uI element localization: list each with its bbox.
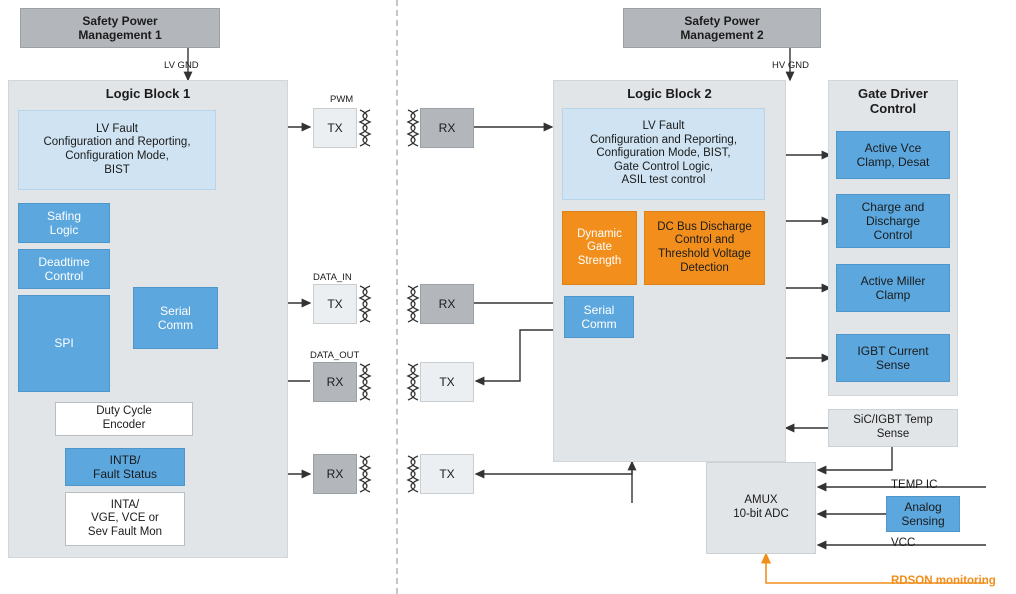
dcbus-l1: DC Bus Discharge (657, 220, 752, 233)
active-vce-clamp-block[interactable] (836, 131, 950, 179)
tx-mid-label: TX (439, 374, 455, 389)
charge-discharge-control-block[interactable] (836, 194, 950, 248)
dgs-l3: Strength (577, 254, 622, 267)
safety-power-management-2 (623, 8, 821, 48)
tx-bottom-label: TX (439, 466, 455, 481)
sic-igbt-temp-sense-block[interactable] (828, 409, 958, 447)
igbt-current-sense-block[interactable] (836, 334, 950, 382)
lv-fault-2-l4: Gate Control Logic, (613, 160, 714, 173)
tx-bottom-port[interactable] (420, 454, 474, 494)
spm1-line1: Safety Power (82, 13, 158, 28)
duty-cycle-l2: Encoder (102, 419, 146, 431)
lv-fault-1-l1: LV Fault (96, 122, 138, 135)
intb-l2: Fault Status (92, 467, 158, 481)
tx-pwm-label: TX (327, 120, 343, 135)
data-in-label: DATA_IN (313, 272, 352, 283)
rx-data-out-label: RX (326, 374, 344, 389)
rx-top-port[interactable] (420, 108, 474, 148)
logic-block-2-title: Logic Block 2 (627, 86, 712, 101)
lv-fault-1-l2: Configuration and Reporting, (43, 136, 191, 149)
amux-l2: 10-bit ADC (733, 508, 789, 520)
rx-fault-port[interactable] (313, 454, 357, 494)
serial-comm-1-block[interactable] (133, 287, 218, 349)
dcbus-l2: Control and (674, 234, 735, 247)
duty-cycle-l1: Duty Cycle (96, 405, 152, 418)
active-miller-clamp-block[interactable] (836, 264, 950, 312)
serial-comm-2-l2: Comm (581, 317, 617, 331)
hv-gnd-label: HV GND (772, 60, 809, 71)
lv-fault-1-l3: Configuration Mode, (65, 150, 169, 162)
isolation-coil-rx-mid (400, 280, 426, 328)
temp-ic-label: TEMP IC (891, 479, 938, 491)
isolation-coil-fault (352, 450, 378, 498)
tx-data-in-label: TX (327, 296, 343, 311)
cdc-l3: Control (873, 228, 913, 243)
gate-driver-title-l1: Gate Driver (857, 86, 929, 101)
rx-data-out-port[interactable] (313, 362, 357, 402)
analog-l2: Sensing (901, 514, 945, 528)
dynamic-gate-strength-block[interactable] (562, 211, 637, 285)
duty-cycle-encoder-block[interactable] (55, 402, 193, 436)
isolation-coil-data-out (352, 358, 378, 406)
rx-mid-port[interactable] (420, 284, 474, 324)
vce-l2: Clamp, Desat (856, 155, 930, 169)
rdson-monitoring-label: RDSON monitoring (891, 575, 996, 587)
amux-adc-block[interactable] (706, 462, 816, 554)
lv-fault-1-l4: BIST (104, 163, 130, 176)
cdc-l2: Discharge (865, 213, 921, 228)
intb-fault-status-block[interactable] (65, 448, 185, 486)
spm2-line2: Management 2 (680, 28, 764, 42)
tx-pwm-port[interactable] (313, 108, 357, 148)
safing-logic-l2: Logic (49, 223, 79, 237)
inta-l2: VGE, VCE or (91, 512, 159, 525)
amc-l2: Clamp (875, 288, 911, 302)
temp-sense-l1: SiC/IGBT Temp (853, 414, 933, 427)
lv-gnd-label: LV GND (164, 60, 199, 71)
gate-driver-title-l2: Control (869, 101, 917, 116)
deadtime-l2: Control (44, 269, 84, 283)
inta-l1: INTA/ (110, 498, 140, 511)
inta-vge-vce-block[interactable] (65, 492, 185, 546)
rx-fault-label: RX (326, 466, 344, 481)
data-out-label: DATA_OUT (310, 350, 360, 361)
amc-l1: Active Miller (860, 273, 926, 288)
serial-comm-2-l1: Serial (583, 302, 615, 317)
amux-l1: AMUX (744, 494, 778, 507)
pwm-label: PWM (330, 94, 354, 105)
intb-l1: INTB/ (109, 452, 141, 467)
lv-fault-1-block[interactable] (18, 110, 216, 190)
safing-logic-block[interactable] (18, 203, 110, 243)
lv-fault-2-l3: Configuration Mode, BIST, (596, 147, 731, 160)
spi-label: SPI (54, 336, 74, 351)
analog-sensing-block[interactable] (886, 496, 960, 532)
logic-block-1-title: Logic Block 1 (105, 86, 191, 101)
dgs-l1: Dynamic (577, 227, 622, 240)
ics-l2: Sense (875, 358, 911, 372)
isolation-coil-tx-mid (400, 358, 426, 406)
analog-l1: Analog (904, 499, 942, 514)
serial-comm-1-l2: Comm (157, 318, 194, 332)
vcc-label: VCC (891, 537, 916, 549)
isolation-coil-tx-bottom (400, 450, 426, 498)
spm2-line1: Safety Power (684, 13, 760, 28)
safing-logic-l1: Safing (46, 208, 82, 223)
inta-l3: Sev Fault Mon (87, 525, 163, 538)
rx-mid-label: RX (438, 296, 456, 311)
temp-sense-l2: Sense (876, 428, 910, 440)
serial-comm-2-block[interactable] (564, 296, 634, 338)
dcbus-l3: Threshold Voltage (658, 248, 751, 260)
vce-l1: Active Vce (864, 140, 922, 155)
deadtime-control-block[interactable] (18, 249, 110, 289)
dgs-l2: Gate (587, 241, 612, 254)
lv-fault-2-block[interactable] (562, 108, 765, 200)
dcbus-l4: Detection (680, 261, 729, 274)
deadtime-l1: Deadtime (38, 254, 90, 269)
spi-block[interactable] (18, 295, 110, 392)
section-divider (396, 0, 398, 594)
rx-top-label: RX (438, 120, 456, 135)
tx-mid-port[interactable] (420, 362, 474, 402)
tx-data-in-port[interactable] (313, 284, 357, 324)
serial-comm-1-l1: Serial (160, 303, 191, 318)
spm1-line2: Management 1 (78, 28, 162, 42)
isolation-coil-data-in (352, 280, 378, 328)
lv-fault-2-l1: LV Fault (642, 120, 685, 133)
isolation-coil-rx-top (400, 104, 426, 152)
dc-bus-discharge-block[interactable] (644, 211, 765, 285)
lv-fault-2-l2: Configuration and Reporting, (589, 133, 738, 146)
lv-fault-2-l5: ASIL test control (621, 174, 706, 187)
ics-l1: IGBT Current (857, 343, 929, 358)
cdc-l1: Charge and (861, 199, 925, 214)
isolation-coil-pwm (352, 104, 378, 152)
safety-power-management-1 (20, 8, 220, 48)
